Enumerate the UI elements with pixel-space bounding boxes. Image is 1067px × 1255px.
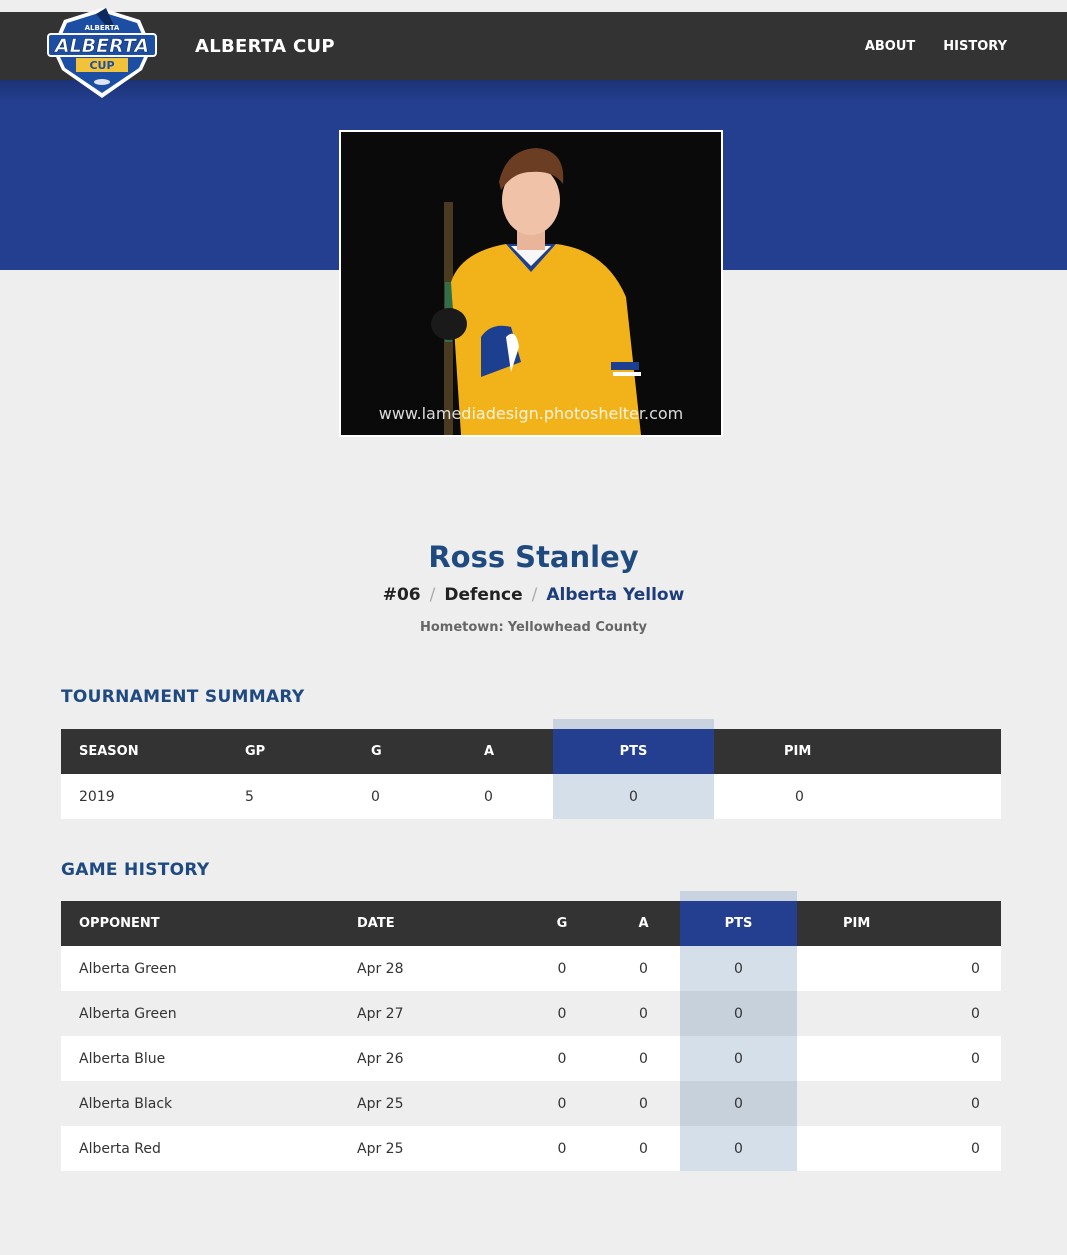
cell-gp: 5 — [227, 774, 353, 819]
col-pim[interactable]: PIM — [797, 901, 1001, 946]
cell-g: 0 — [517, 1036, 607, 1081]
player-photo — [339, 130, 723, 437]
svg-text:ALBERTA: ALBERTA — [84, 24, 120, 32]
cell-g: 0 — [353, 774, 466, 819]
player-photo-illustration — [341, 132, 721, 435]
meta-separator: / — [531, 585, 538, 605]
cell-opponent: Alberta Red — [61, 1126, 357, 1171]
cell-pts: 0 — [680, 1036, 797, 1081]
site-header — [0, 12, 1067, 80]
col-a[interactable]: A — [466, 729, 553, 774]
cell-pts: 0 — [680, 991, 797, 1036]
cell-pim: 0 — [797, 1081, 1001, 1126]
col-a[interactable]: A — [607, 901, 680, 946]
cell-g: 0 — [517, 1081, 607, 1126]
hometown-value: Yellowhead County — [507, 620, 648, 635]
cell-opponent: Alberta Green — [61, 991, 357, 1036]
main-nav — [865, 39, 1007, 54]
cell-a: 0 — [466, 774, 553, 819]
logo-badge-icon — [44, 4, 160, 100]
photo-watermark: www.lamediadesign.photoshelter.com — [378, 404, 684, 423]
svg-text:CUP: CUP — [89, 59, 115, 72]
cell-date: Apr 25 — [357, 1081, 517, 1126]
site-title[interactable]: ALBERTA CUP — [195, 36, 335, 57]
col-pts[interactable]: PTS — [680, 901, 797, 946]
hometown-label: Hometown: — [419, 620, 504, 635]
cell-a: 0 — [607, 946, 680, 991]
cell-opponent: Alberta Black — [61, 1081, 357, 1126]
nav-about-link[interactable]: ABOUT — [864, 39, 916, 54]
table-row — [61, 774, 1001, 819]
table-row — [61, 1126, 1001, 1171]
cell-season: 2019 — [61, 774, 227, 819]
table-row — [61, 1081, 1001, 1126]
col-pim[interactable]: PIM — [714, 729, 1001, 774]
cell-pim: 0 — [797, 1126, 1001, 1171]
col-pts[interactable]: PTS — [553, 729, 714, 774]
col-g[interactable]: G — [517, 901, 607, 946]
cell-pts: 0 — [680, 1081, 797, 1126]
cell-opponent: Alberta Green — [61, 946, 357, 991]
meta-separator: / — [429, 585, 436, 605]
cell-date: Apr 27 — [357, 991, 517, 1036]
cell-pim: 0 — [714, 774, 1001, 819]
cell-date: Apr 25 — [357, 1126, 517, 1171]
cell-pim: 0 — [797, 946, 1001, 991]
cell-a: 0 — [607, 1126, 680, 1171]
player-name: Ross Stanley — [428, 540, 639, 574]
alberta-cup-logo[interactable] — [44, 4, 160, 100]
game-history-table — [61, 901, 1001, 1171]
cell-pts: 0 — [680, 1126, 797, 1171]
cell-a: 0 — [607, 991, 680, 1036]
cell-pts: 0 — [680, 946, 797, 991]
tournament-summary-title: TOURNAMENT SUMMARY — [61, 687, 305, 707]
cell-g: 0 — [517, 946, 607, 991]
cell-a: 0 — [607, 1081, 680, 1126]
col-opponent[interactable]: OPPONENT — [61, 901, 357, 946]
nav-history-link[interactable]: HISTORY — [943, 39, 1007, 54]
col-gp[interactable]: GP — [227, 729, 353, 774]
player-number: #06 — [382, 585, 421, 605]
table-row — [61, 991, 1001, 1036]
cell-pim: 0 — [797, 1036, 1001, 1081]
tournament-summary-table — [61, 729, 1001, 819]
col-season[interactable]: SEASON — [61, 729, 227, 774]
player-team-link[interactable]: Alberta Yellow — [546, 585, 685, 605]
cell-g: 0 — [517, 991, 607, 1036]
player-position: Defence — [444, 585, 523, 605]
table-row — [61, 946, 1001, 991]
col-date[interactable]: DATE — [357, 901, 517, 946]
cell-g: 0 — [517, 1126, 607, 1171]
col-g[interactable]: G — [353, 729, 466, 774]
player-hometown — [0, 620, 1067, 635]
table-row — [61, 1036, 1001, 1081]
cell-a: 0 — [607, 1036, 680, 1081]
cell-date: Apr 28 — [357, 946, 517, 991]
player-meta — [0, 585, 1067, 605]
cell-pim: 0 — [797, 991, 1001, 1036]
cell-pts: 0 — [553, 774, 714, 819]
cell-opponent: Alberta Blue — [61, 1036, 357, 1081]
table-header-row — [61, 729, 1001, 774]
cell-date: Apr 26 — [357, 1036, 517, 1081]
game-history-title: GAME HISTORY — [61, 860, 210, 880]
table-header-row — [61, 901, 1001, 946]
svg-text:ALBERTA: ALBERTA — [54, 35, 150, 57]
